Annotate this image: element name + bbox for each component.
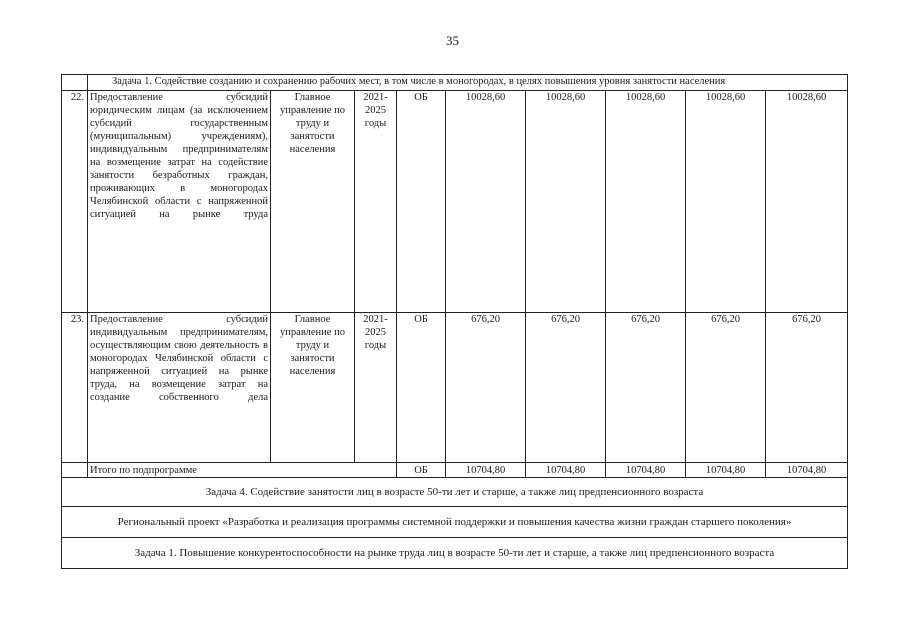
row-source: ОБ [397, 91, 446, 313]
row-description: Предоставление субсидий юридическим лицам (за исключением субсидий государственным (муниципальным) учреждениям), индивидуальным предпринимателям на возмещение затрат на содействие занятости безработных граждан, проживающих в моногородах Челябинской области с напряженной ситуацией на рынке труда [88, 91, 271, 313]
row-value: 676,20 [766, 313, 848, 463]
total-value: 10704,80 [446, 463, 526, 478]
empty-cell [62, 75, 88, 91]
task-header-row [62, 75, 848, 91]
total-source: ОБ [397, 463, 446, 478]
task-4-row [62, 478, 848, 507]
total-value: 10704,80 [606, 463, 686, 478]
table-row [62, 313, 848, 463]
total-label: Итого по подпрограмме [88, 463, 397, 478]
total-value: 10704,80 [766, 463, 848, 478]
row-value: 10028,60 [526, 91, 606, 313]
empty-cell [62, 463, 88, 478]
row-description: Предоставление субсидий индивидуальным предпринимателям, осуществляющим свою деятельность в моногородах Челябинской области с напряженной ситуацией на рынке труда, на возмещение затрат на создание собственного дела [88, 313, 271, 463]
row-period: 2021-2025 годы [355, 313, 397, 463]
table-row [62, 91, 848, 313]
row-value: 10028,60 [686, 91, 766, 313]
row-value: 10028,60 [446, 91, 526, 313]
row-value: 676,20 [606, 313, 686, 463]
program-table [61, 74, 848, 569]
total-row [62, 463, 848, 478]
row-period: 2021-2025 годы [355, 91, 397, 313]
row-executor: Главное управление по труду и занятости населения [271, 313, 355, 463]
row-value: 676,20 [446, 313, 526, 463]
row-value: 676,20 [686, 313, 766, 463]
row-value: 676,20 [526, 313, 606, 463]
task-1-pension-row [62, 538, 848, 569]
task-4-heading: Задача 4. Содействие занятости лиц в возрасте 50-ти лет и старше, а также лиц предпенсионного возраста [62, 478, 848, 507]
row-value: 10028,60 [606, 91, 686, 313]
page-number: 35 [446, 33, 459, 48]
regional-project-heading: Региональный проект «Разработка и реализация программы системной поддержки и повышения качества жизни граждан старшего поколения» [62, 507, 848, 538]
task-header: Задача 1. Содействие созданию и сохранению рабочих мест, в том числе в моногородах, в целях повышения уровня занятости населения [88, 75, 848, 91]
total-value: 10704,80 [686, 463, 766, 478]
total-value: 10704,80 [526, 463, 606, 478]
regional-project-row [62, 507, 848, 538]
row-value: 10028,60 [766, 91, 848, 313]
task-1-pension-heading: Задача 1. Повышение конкурентоспособности на рынке труда лиц в возрасте 50-ти лет и старше, а также лиц предпенсионного возраста [62, 538, 848, 569]
row-number: 23. [62, 313, 88, 463]
row-source: ОБ [397, 313, 446, 463]
row-executor: Главное управление по труду и занятости населения [271, 91, 355, 313]
row-number: 22. [62, 91, 88, 313]
